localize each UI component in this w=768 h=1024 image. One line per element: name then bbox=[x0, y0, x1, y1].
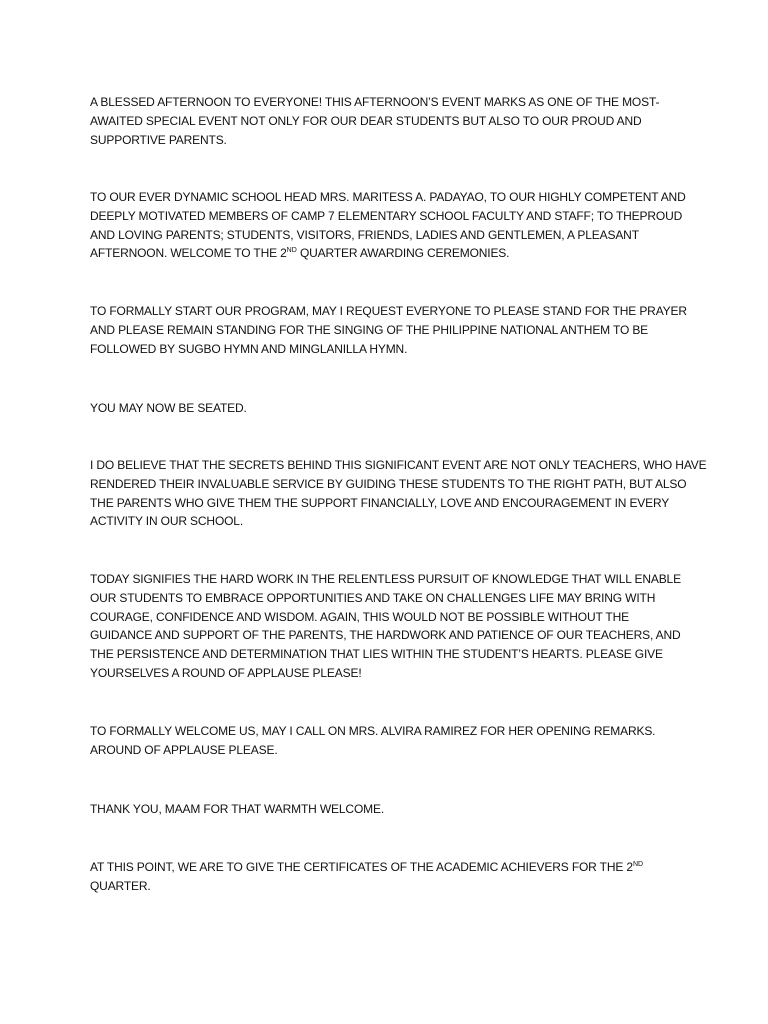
text-line bbox=[90, 244, 690, 263]
text-line: TO OUR EVER DYNAMIC SCHOOL HEAD MRS. MARITESS A. PADAYAO, TO OUR HIGHLY COMPETENT AND bbox=[90, 190, 686, 204]
text-line: THANK YOU, MAAM FOR THAT WARMTH WELCOME. bbox=[90, 802, 385, 816]
paragraph-certificates bbox=[90, 858, 690, 896]
text-line: QUARTER. bbox=[90, 878, 151, 893]
text-line: I DO BELIEVE THAT THE SECRETS BEHIND THIS SIGNIFICANT EVENT ARE NOT ONLY TEACHERS, WHO HAVE bbox=[90, 458, 707, 472]
text-line: TODAY SIGNIFIES THE HARD WORK IN THE RELENTLESS PURSUIT OF KNOWLEDGE THAT WILL ENABLE bbox=[90, 572, 681, 586]
text-line: OUR STUDENTS TO EMBRACE OPPORTUNITIES AND TAKE ON CHALLENGES LIFE MAY BRING WITH bbox=[90, 590, 656, 605]
text-line: RENDERED THEIR INVALUABLE SERVICE BY GUIDING THESE STUDENTS TO THE RIGHT PATH, BUT ALSO bbox=[90, 476, 687, 491]
text-line bbox=[90, 858, 690, 877]
text-line: AND LOVING PARENTS; STUDENTS, VISITORS, FRIENDS, LADIES AND GENTLEMEN, A PLEASANT bbox=[90, 227, 639, 242]
text-segment: QUARTER AWARDING CEREMONIES. bbox=[296, 246, 510, 261]
text-line: THE PERSISTENCE AND DETERMINATION THAT LIES WITHIN THE STUDENT’S HEARTS. PLEASE GIVE bbox=[90, 647, 663, 662]
text-line: DEEPLY MOTIVATED MEMBERS OF CAMP 7 ELEMENTARY SCHOOL FACULTY AND STAFF; TO THEPROUD bbox=[90, 208, 683, 223]
text-segment: AT THIS POINT, WE ARE TO GIVE THE CERTIFICATES OF THE ACADEMIC ACHIEVERS FOR THE 2 bbox=[90, 860, 633, 874]
ordinal-superscript: ND bbox=[286, 247, 297, 255]
paragraph-secrets bbox=[90, 456, 707, 531]
ordinal-superscript: ND bbox=[632, 861, 644, 868]
paragraph-hard-work bbox=[90, 570, 690, 683]
text-line: YOURSELVES A ROUND OF APPLAUSE PLEASE! bbox=[90, 665, 362, 680]
text-segment: AFTERNOON. WELCOME TO THE 2 bbox=[90, 246, 287, 261]
text-line: GUIDANCE AND SUPPORT OF THE PARENTS, THE HARDWORK AND PATIENCE OF OUR TEACHERS, AND bbox=[90, 628, 681, 643]
text-line: FOLLOWED BY SUGBO HYMN AND MINGLANILLA HYMN. bbox=[90, 341, 408, 356]
text-line: TO FORMALLY WELCOME US, MAY I CALL ON MRS. ALVIRA RAMIREZ FOR HER OPENING REMARKS. bbox=[90, 724, 656, 738]
text-line: THE PARENTS WHO GIVE THEM THE SUPPORT FINANCIALLY, LOVE AND ENCOURAGEMENT IN EVERY bbox=[90, 495, 670, 510]
paragraph-opening-remarks bbox=[90, 722, 690, 760]
paragraph-greeting bbox=[90, 93, 690, 149]
text-line: TO FORMALLY START OUR PROGRAM, MAY I REQUEST EVERYONE TO PLEASE STAND FOR THE PRAYER bbox=[90, 304, 687, 318]
paragraph-acknowledgements bbox=[90, 188, 690, 263]
text-line: AWAITED SPECIAL EVENT NOT ONLY FOR OUR DEAR STUDENTS BUT ALSO TO OUR PROUD AND bbox=[90, 113, 642, 128]
text-line: COURAGE, CONFIDENCE AND WISDOM. AGAIN, THIS WOULD NOT BE POSSIBLE WITHOUT THE bbox=[90, 609, 629, 624]
text-line: AROUND OF APPLAUSE PLEASE. bbox=[90, 742, 278, 757]
paragraph-be-seated bbox=[90, 399, 690, 418]
text-line: A BLESSED AFTERNOON TO EVERYONE! THIS AFTERNOON’S EVENT MARKS AS ONE OF THE MOST- bbox=[90, 95, 660, 109]
text-line: ACTIVITY IN OUR SCHOOL. bbox=[90, 514, 244, 529]
text-line: YOU MAY NOW BE SEATED. bbox=[90, 401, 247, 415]
text-line: SUPPORTIVE PARENTS. bbox=[90, 132, 227, 147]
paragraph-prayer-anthem bbox=[90, 302, 690, 358]
paragraph-thank-you bbox=[90, 800, 690, 819]
text-line: AND PLEASE REMAIN STANDING FOR THE SINGING OF THE PHILIPPINE NATIONAL ANTHEM TO BE bbox=[90, 322, 649, 337]
